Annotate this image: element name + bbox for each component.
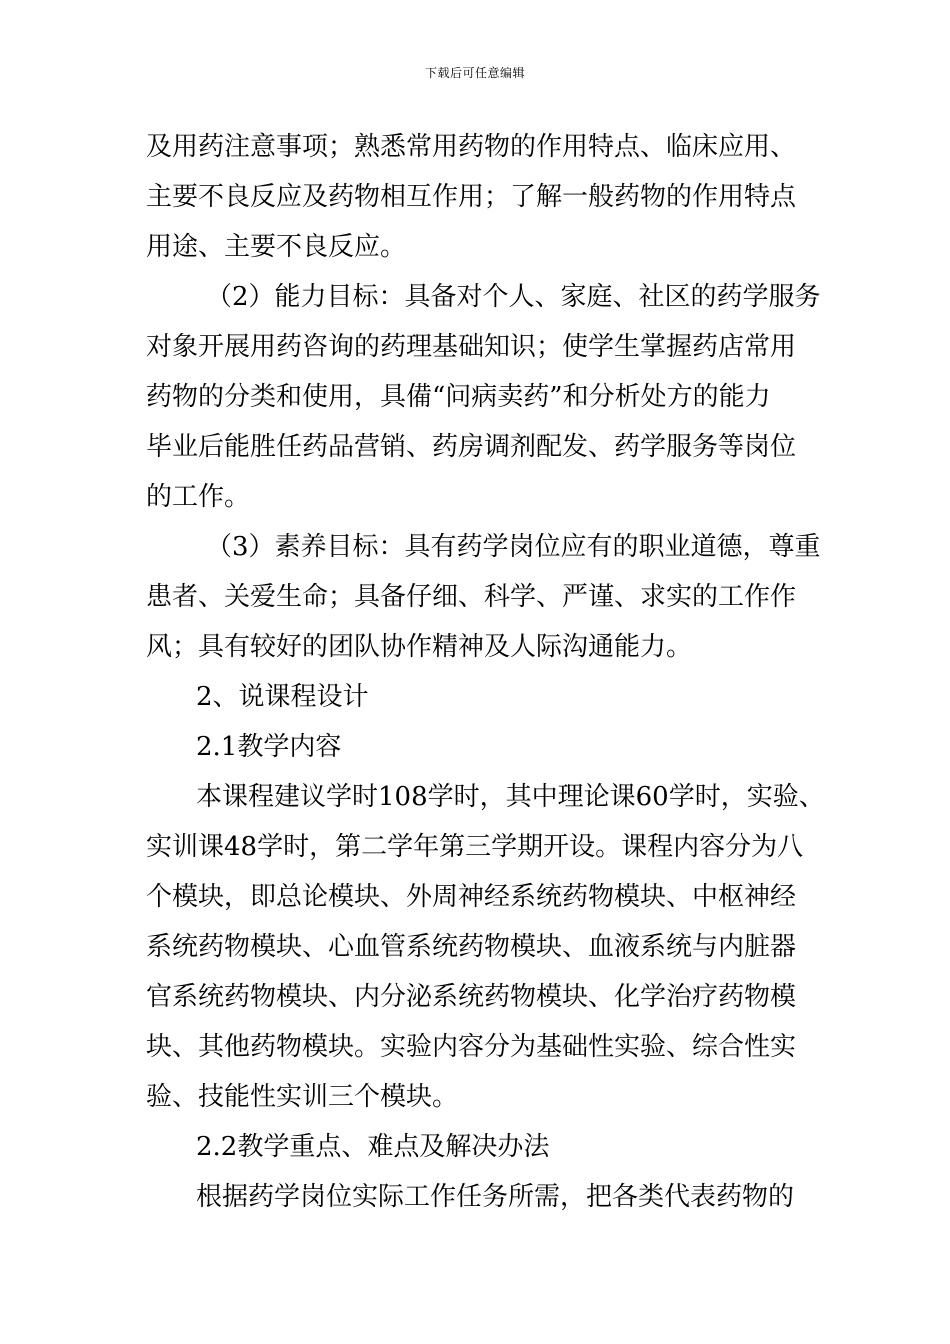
text-line: 本课程建议学时108学时，其中理论课60学时，实验、 (196, 782, 825, 812)
text-line: 实训课48学时，第二学年第三学期开设。课程内容分为八 (146, 832, 804, 862)
text-line: 及用药注意事项；熟悉常用药物的作用特点、临床应用、 (146, 132, 797, 162)
text-line: 对象开展用药咨询的药理基础知识；使学生掌握药店常用 (146, 332, 797, 362)
section-heading: 2、说课程设计 (196, 682, 369, 712)
text-line: 的工作。 (146, 482, 251, 512)
subsection-heading: 2.2教学重点、难点及解决办法 (196, 1132, 550, 1162)
text-line: 官系统药物模块、内分泌系统药物模块、化学治疗药物模 (146, 982, 797, 1012)
text-line: 主要不良反应及药物相互作用；了解一般药物的作用特点 (146, 182, 797, 212)
text-line: 根据药学岗位实际工作任务所需，把各类代表药物的 (196, 1182, 795, 1212)
text-line: 系统药物模块、心血管系统药物模块、血液系统与内脏器 (146, 932, 797, 962)
text-line: 风；具有较好的团队协作精神及人际沟通能力。 (146, 632, 693, 662)
text-line: 块、其他药物模块。实验内容分为基础性实验、综合性实 (146, 1032, 797, 1062)
page-header: 下载后可任意编辑 (424, 66, 525, 80)
text-line: 个模块，即总论模块、外周神经系统药物模块、中枢神经 (146, 882, 797, 912)
text-line: 毕业后能胜任药品营销、药房调剂配发、药学服务等岗位 (146, 432, 797, 462)
text-line: 用途、主要不良反应。 (146, 232, 407, 262)
text-line: （3）素养目标：具有药学岗位应有的职业道德，尊重 (206, 532, 821, 562)
text-line: 药物的分类和使用，具備“问病卖药”和分析处方的能力 (146, 382, 771, 412)
text-line: 患者、关爱生命；具备仔细、科学、严谨、求实的工作作 (146, 582, 797, 612)
text-line: 验、技能性实训三个模块。 (146, 1082, 459, 1112)
subsection-heading: 2.1教学内容 (196, 732, 342, 762)
text-line: （2）能力目标：具备对个人、家庭、社区的药学服务 (206, 282, 821, 312)
document-body (146, 122, 826, 1222)
